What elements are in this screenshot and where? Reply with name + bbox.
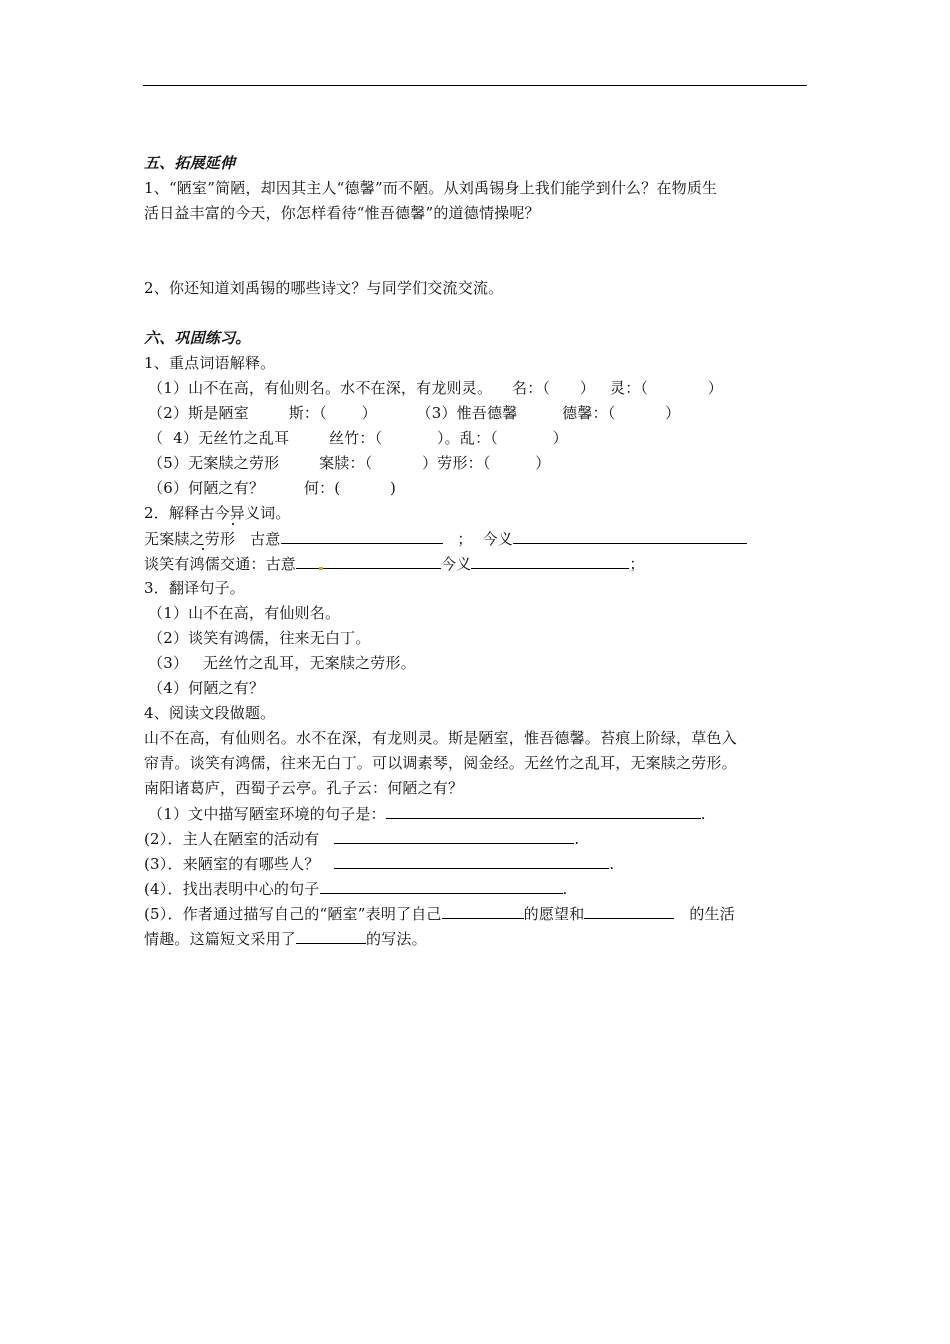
answer-blank[interactable] xyxy=(296,929,366,944)
q4-passage-line-2: 帘青。谈笑有鸿儒，往来无白丁。可以调素琴，阅金经。无丝竹之乱耳，无案牍之劳形。 xyxy=(144,754,737,772)
q4-passage-line-1: 山不在高，有仙则名。水不在深，有龙则灵。斯是陋室，惟吾德馨。苔痕上阶绿，草色入 xyxy=(144,729,737,747)
emphasis-dot xyxy=(232,523,234,525)
header-rule xyxy=(143,85,807,86)
sec6-q2-title: 2．解释古今异义词。 xyxy=(144,504,291,522)
answer-blank[interactable] xyxy=(334,854,609,869)
q1-item-3: （ 4）无丝竹之乱耳 丝竹：（ ）。乱：（ ） xyxy=(148,429,568,447)
q3-item-3: （3） 无丝竹之乱耳，无案牍之劳形。 xyxy=(148,654,416,672)
q3-item-2: （2）谈笑有鸿儒，往来无白丁。 xyxy=(148,629,371,647)
q1-item-2: （2）斯是陋室 斯：（ ） （3）惟吾德馨 德馨：（ ） xyxy=(148,404,681,422)
q1-item-1: （1）山不在高，有仙则名。水不在深，有龙则灵。 名：（ ） 灵：（ ） xyxy=(148,379,723,397)
answer-blank[interactable] xyxy=(584,904,674,919)
emphasis-dot xyxy=(202,548,204,550)
q1-item-5: （6）何陋之有？ 何：( ) xyxy=(148,479,397,497)
section5-heading: 五、拓展延伸 xyxy=(144,154,236,172)
answer-blank[interactable] xyxy=(442,904,524,919)
sec6-q1-title: 1、重点词语解释。 xyxy=(144,354,276,372)
answer-blank[interactable] xyxy=(334,829,574,844)
q2-row-2: 谈笑有鸿儒交通：古意 今义 ； xyxy=(144,555,645,573)
q3-item-4: （4）何陋之有？ xyxy=(148,679,265,697)
answer-blank[interactable] xyxy=(320,879,563,894)
q2-row-1: 无案牍之劳形 古意 ； 今义 xyxy=(144,529,747,548)
sec5-q1-line2: 活日益丰富的今天，你怎样看待“惟吾德馨”的道德情操呢？ xyxy=(144,204,540,222)
q4-item-5-cont: 情趣。这篇短文采用了 的写法。 xyxy=(144,930,427,948)
section6-heading: 六、巩固练习。 xyxy=(144,329,251,347)
sec5-q1-line1: 1、“陋室”简陋，却因其主人“德馨”而不陋。从刘禹锡身上我们能学到什么？在物质生 xyxy=(144,179,718,197)
sec6-q3-title: 3．翻译句子。 xyxy=(144,579,245,597)
answer-blank[interactable] xyxy=(281,529,443,544)
answer-blank[interactable] xyxy=(386,804,701,819)
answer-blank[interactable] xyxy=(296,554,441,569)
answer-blank[interactable] xyxy=(513,529,747,544)
q4-passage-line-3: 南阳诸葛庐，西蜀子云亭。孔子云：何陋之有？ xyxy=(144,779,464,797)
q4-item-3: (3）．来陋室的有哪些人？ . xyxy=(144,855,615,873)
q4-item-1: （1）文中描写陋室环境的句子是： . xyxy=(148,805,706,823)
sec6-q4-title: 4、阅读文段做题。 xyxy=(144,704,276,722)
q3-item-1: （1）山不在高，有仙则名。 xyxy=(148,604,341,622)
q4-item-2: (2）．主人在陋室的活动有 . xyxy=(144,830,580,848)
highlight-mark xyxy=(319,567,323,570)
answer-blank[interactable] xyxy=(471,554,629,569)
q4-item-5: (5）．作者通过描写自己的“陋室”表明了自己 的愿望和 的生活 xyxy=(144,905,735,923)
sec5-q2: 2、你还知道刘禹锡的哪些诗文？与同学们交流交流。 xyxy=(144,279,504,297)
q1-item-4: （5）无案牍之劳形 案牍：（ ）劳形：（ ） xyxy=(148,454,551,472)
q4-item-4: (4）．找出表明中心的句子 . xyxy=(144,880,568,898)
